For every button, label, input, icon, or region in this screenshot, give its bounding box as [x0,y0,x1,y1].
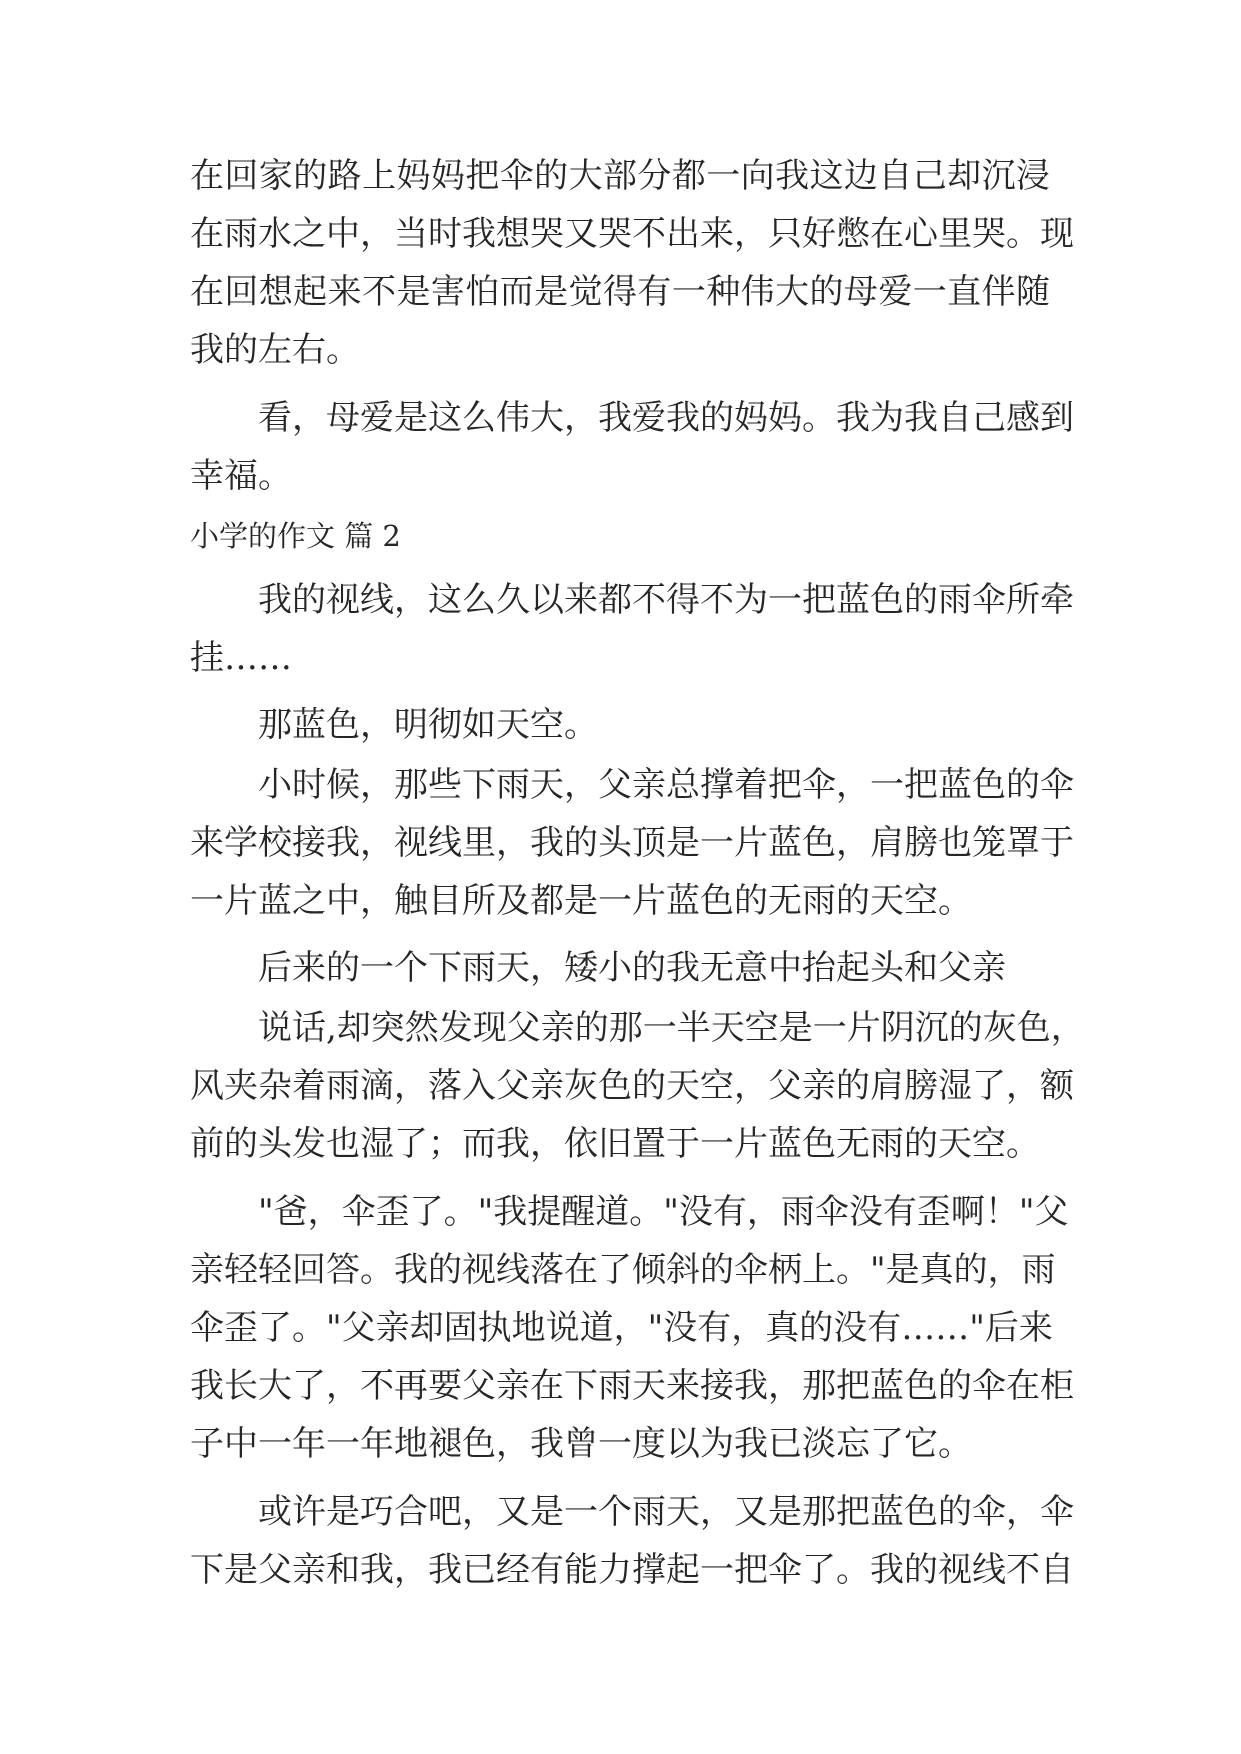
text-line: 说话,却突然发现父亲的那一半天空是一片阴沉的灰色， [258,1008,1085,1048]
text-line: 我的左右。 [190,330,360,370]
text-line: 伞歪了。"父亲却固执地说道，"没有，真的没有……"后来 [190,1308,1053,1348]
text-line: 幸福。 [190,456,292,496]
text-line: 挂…… [190,638,292,678]
text-line: 来学校接我，视线里，我的头顶是一片蓝色，肩膀也笼罩于 [190,823,1074,863]
text-line: 我的视线，这么久以来都不得不为一把蓝色的雨伞所牵 [258,580,1074,620]
text-line: 前的头发也湿了；而我，依旧置于一片蓝色无雨的天空。 [190,1124,1040,1164]
text-line: 在雨水之中，当时我想哭又哭不出来，只好憋在心里哭。现 [190,214,1074,254]
text-line: 子中一年一年地褪色，我曾一度以为我已淡忘了它。 [190,1424,972,1464]
text-line: 一片蓝之中，触目所及都是一片蓝色的无雨的天空。 [190,881,972,921]
text-line: 在回家的路上妈妈把伞的大部分都一向我这边自己却沉浸 [190,156,1050,196]
text-line: 风夹杂着雨滴，落入父亲灰色的天空，父亲的肩膀湿了，额 [190,1066,1074,1106]
text-line: 在回想起来不是害怕而是觉得有一种伟大的母爱一直伴随 [190,272,1050,312]
text-line: 那蓝色，明彻如天空。 [258,705,598,745]
section-heading: 小学的作文 篇 2 [190,519,401,553]
text-line: 后来的一个下雨天，矮小的我无意中抬起头和父亲 [258,948,1006,988]
text-line: "爸，伞歪了。"我提醒道。"没有，雨伞没有歪啊！"父 [258,1192,1069,1232]
text-line: 看，母爱是这么伟大，我爱我的妈妈。我为我自己感到 [258,398,1074,438]
text-line: 小时候，那些下雨天，父亲总撑着把伞，一把蓝色的伞 [258,765,1074,805]
text-line: 亲轻轻回答。我的视线落在了倾斜的伞柄上。"是真的，雨 [190,1250,1056,1290]
text-line: 下是父亲和我，我已经有能力撑起一把伞了。我的视线不自 [190,1550,1074,1590]
text-line: 或许是巧合吧，又是一个雨天，又是那把蓝色的伞，伞 [258,1492,1074,1532]
text-line: 我长大了，不再要父亲在下雨天来接我，那把蓝色的伞在柜 [190,1366,1074,1406]
